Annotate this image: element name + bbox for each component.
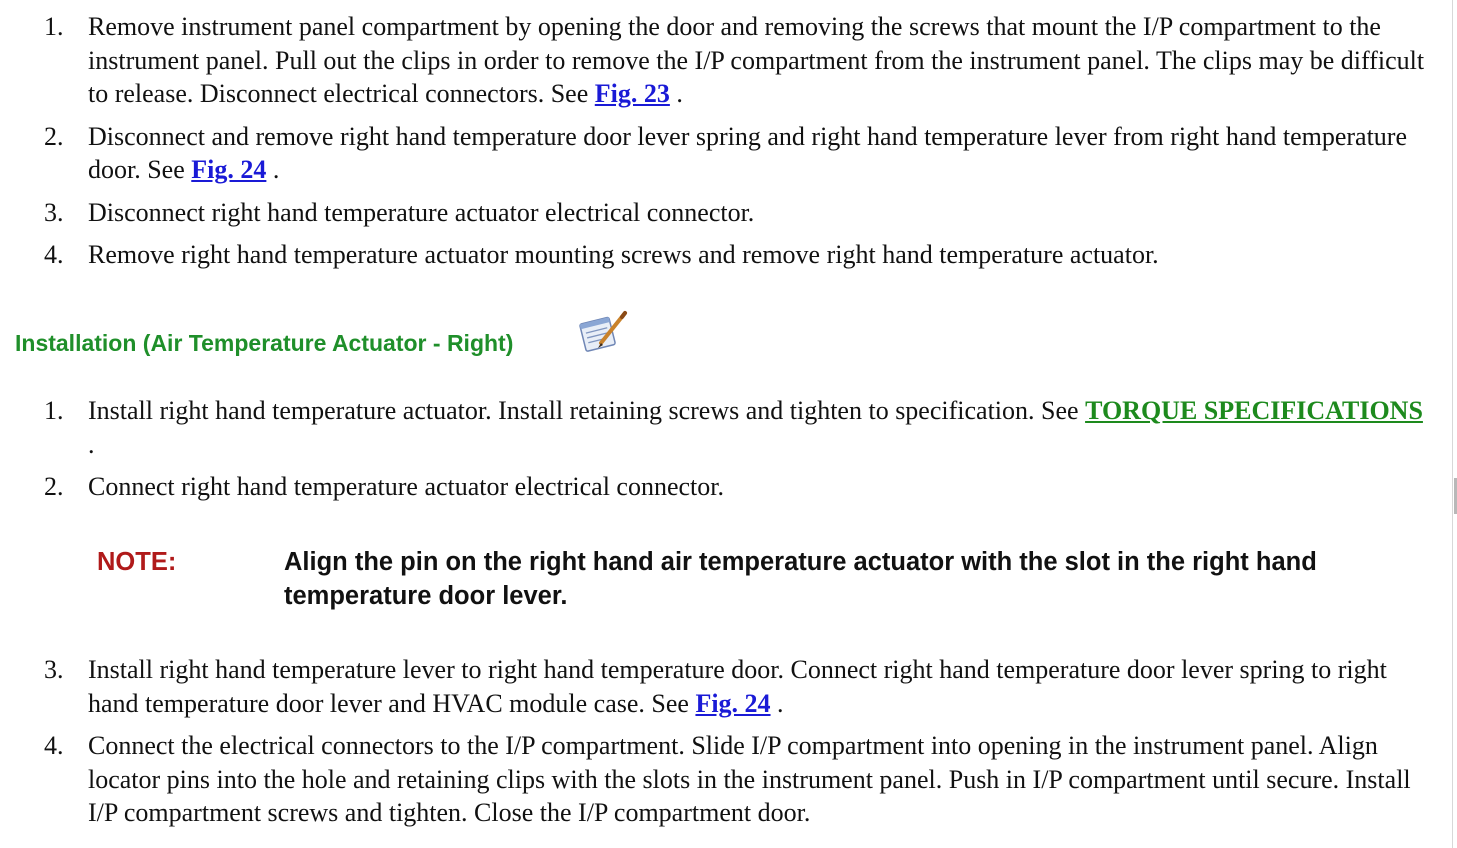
- note-label: NOTE:: [97, 548, 177, 576]
- step-text-end: .: [266, 155, 280, 184]
- step-text: Disconnect and remove right hand temperature door lever spring and right hand temperature lever from right hand temperature door. See: [88, 121, 1408, 184]
- page-edge-divider: [1452, 0, 1453, 848]
- notepad-pencil-icon[interactable]: [577, 310, 629, 356]
- step-number: 4.: [44, 731, 64, 760]
- step-number: 2.: [44, 472, 64, 501]
- step-text-end: .: [88, 429, 95, 459]
- list-item: [0, 470, 1433, 504]
- step-text: Install right hand temperature lever to right hand temperature door. Connect right hand temperature door lever spring to right hand temperature door lever and HVAC module case. See: [88, 655, 1387, 718]
- list-item: [0, 394, 1433, 461]
- step-text: Connect the electrical connectors to the I/P compartment. Slide I/P compartment into opening in the instrument panel. Align locator pins into the hole and retaining clips with the slots in the instrument panel. Push in I/P compartment until secure. Install I/P compartment screws and tighten. Close the I/P compartment door.: [88, 731, 1411, 827]
- list-item: [0, 120, 1433, 187]
- step-text: Disconnect right hand temperature actuator electrical connector.: [88, 197, 755, 227]
- step-number: 3.: [44, 197, 64, 227]
- step-number: 3.: [44, 655, 64, 684]
- installation-steps-list: [0, 394, 1433, 504]
- step-text-end: .: [669, 79, 683, 108]
- step-number: 1.: [44, 12, 64, 41]
- list-item: [0, 196, 1433, 230]
- step-text: Remove instrument panel compartment by opening the door and removing the screws that mount the I/P compartment to the instrument panel. Pull out the clips in order to remove the I/P compartment from the instrument panel. The clips may be difficult to release. Disconnect electrical connectors. See: [88, 12, 1425, 108]
- step-number: 1.: [44, 396, 64, 425]
- step-text-end: .: [770, 688, 784, 718]
- step-number: 4.: [44, 240, 64, 269]
- step-number: 2.: [44, 121, 64, 151]
- fig-24-link[interactable]: Fig. 24: [191, 155, 267, 184]
- step-text: Remove right hand temperature actuator mounting screws and remove right hand temperature actuator.: [88, 240, 1159, 269]
- installation-steps-list-continued: [0, 653, 1433, 830]
- fig-23-link[interactable]: Fig. 23: [594, 79, 670, 108]
- list-item: [0, 653, 1433, 720]
- section-title: Installation (Air Temperature Actuator - Right): [15, 330, 514, 356]
- fig-24-link[interactable]: Fig. 24: [695, 688, 771, 718]
- step-text: Connect right hand temperature actuator electrical connector.: [88, 472, 724, 501]
- list-item: [0, 10, 1433, 111]
- note-text: Align the pin on the right hand air temperature actuator with the slot in the right hand temperature door lever.: [284, 548, 1317, 610]
- list-item: [0, 729, 1433, 830]
- step-text: Install right hand temperature actuator. Install retaining screws and tighten to specification. See: [88, 396, 1086, 425]
- torque-specifications-link[interactable]: TORQUE SPECIFICATIONS: [1085, 396, 1423, 425]
- list-item: [0, 238, 1433, 272]
- removal-steps-list: [0, 10, 1433, 272]
